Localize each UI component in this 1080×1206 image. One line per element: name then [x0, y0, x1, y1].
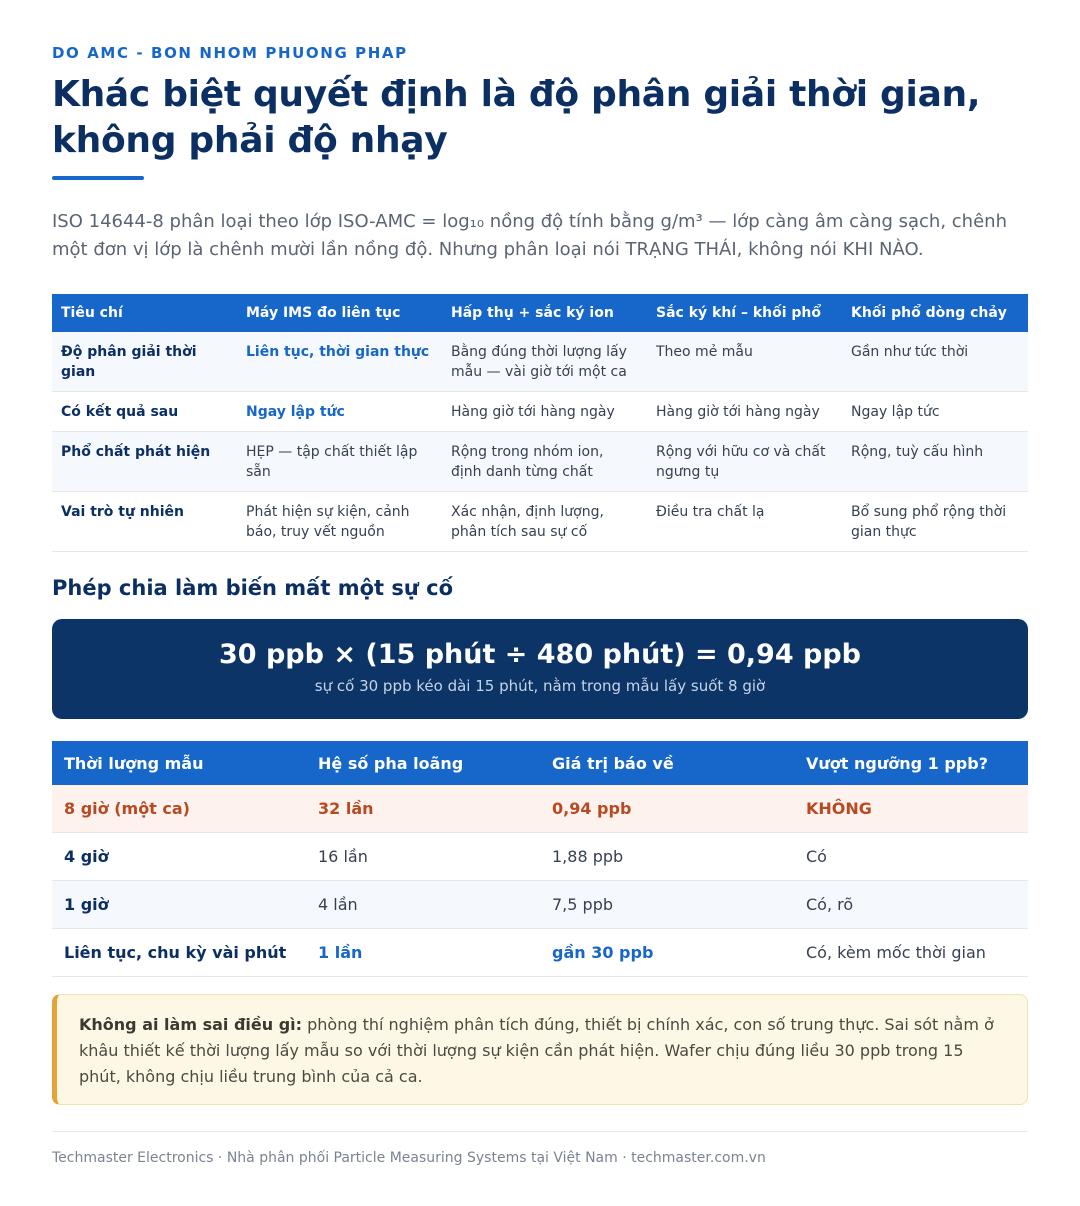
- lead-paragraph: ISO 14644-8 phân loại theo lớp ISO-AMC = log₁₀ nồng độ tính bằng g/m³ — lớp càng âm càng sạch, chênh một đơn vị lớp là chênh mười lần nồng độ. Nhưng phân loại nói TRẠNG THÁI, không nói KHI NÀO.: [52, 211, 1007, 260]
- page-title: Khác biệt quyết định là độ phân giải thời gian, không phải độ nhạy: [52, 74, 981, 161]
- comparison-header-ic: Hấp thụ + sắc ký ion: [442, 294, 647, 332]
- footer: Techmaster Electronics · Nhà phân phối Particle Measuring Systems tại Việt Nam · techmaster.com.vn: [52, 1150, 766, 1166]
- criterion-cell: Độ phân giải thời gian: [52, 332, 237, 392]
- table-cell: Điều tra chất lạ: [647, 492, 842, 552]
- table-row: [52, 833, 1028, 881]
- dilution-header-duration: Thời lượng mẫu: [52, 741, 306, 785]
- comparison-header-row: [52, 294, 1028, 332]
- table-cell: 0,94 ppb: [540, 785, 794, 833]
- comparison-header-criterion: Tiêu chí: [52, 294, 237, 332]
- table-row: [52, 881, 1028, 929]
- table-row: [52, 332, 1028, 392]
- table-cell: Hàng giờ tới hàng ngày: [442, 392, 647, 432]
- eyebrow: DO AMC - BON NHOM PHUONG PHAP: [52, 44, 408, 62]
- table-cell: Có: [794, 833, 1028, 881]
- table-cell: 7,5 ppb: [540, 881, 794, 929]
- footer-divider: [52, 1131, 1028, 1132]
- table-cell: KHÔNG: [794, 785, 1028, 833]
- criterion-cell: Vai trò tự nhiên: [52, 492, 237, 552]
- dilution-header-threshold: Vượt ngưỡng 1 ppb?: [794, 741, 1028, 785]
- table-cell: Liên tục, chu kỳ vài phút: [52, 929, 306, 977]
- table-cell: Gần như tức thời: [842, 332, 1028, 392]
- criterion-cell: Phổ chất phát hiện: [52, 432, 237, 492]
- table-cell: Ngay lập tức: [842, 392, 1028, 432]
- table-row: [52, 929, 1028, 977]
- table-cell: Rộng với hữu cơ và chất ngưng tụ: [647, 432, 842, 492]
- table-cell: Ngay lập tức: [237, 392, 442, 432]
- table-cell: Rộng trong nhóm ion, định danh từng chất: [442, 432, 647, 492]
- table-cell: Bổ sung phổ rộng thời gian thực: [842, 492, 1028, 552]
- section-title: Phép chia làm biến mất một sự cố: [52, 576, 453, 600]
- table-cell: 8 giờ (một ca): [52, 785, 306, 833]
- title-underline: [52, 176, 144, 180]
- comparison-table: [52, 294, 1028, 552]
- table-cell: Hàng giờ tới hàng ngày: [647, 392, 842, 432]
- criterion-cell: Có kết quả sau: [52, 392, 237, 432]
- dilution-table: [52, 741, 1028, 977]
- formula-caption: sự cố 30 ppb kéo dài 15 phút, nằm trong mẫu lấy suốt 8 giờ: [314, 677, 766, 695]
- dilution-header-factor: Hệ số pha loãng: [306, 741, 540, 785]
- note-lead: Không ai làm sai điều gì:: [79, 1015, 303, 1034]
- note-text: phòng thí nghiệm phân tích đúng, thiết bị chính xác, con số trung thực. Sai sót nằm ở khâu thiết kế thời lượng lấy mẫu so với thời lượng sự kiện cần phát hiện. Wafer chịu đúng liều 30 ppb trong 15 phút, không chịu liều trung bình của cả ca.: [79, 1015, 994, 1086]
- comparison-header-gcms: Sắc ký khí – khối phổ: [647, 294, 842, 332]
- table-cell: Rộng, tuỳ cấu hình: [842, 432, 1028, 492]
- formula-box: [52, 619, 1028, 719]
- table-cell: 32 lần: [306, 785, 540, 833]
- table-cell: 1 lần: [306, 929, 540, 977]
- table-row: [52, 392, 1028, 432]
- dilution-header-row: [52, 741, 1028, 785]
- table-cell: 16 lần: [306, 833, 540, 881]
- table-cell: gần 30 ppb: [540, 929, 794, 977]
- table-cell: Có, kèm mốc thời gian: [794, 929, 1028, 977]
- table-cell: Có, rõ: [794, 881, 1028, 929]
- formula-expression: 30 ppb × (15 phút ÷ 480 phút) = 0,94 ppb: [219, 639, 861, 670]
- table-cell: Phát hiện sự kiện, cảnh báo, truy vết nguồn: [237, 492, 442, 552]
- table-cell: Bằng đúng thời lượng lấy mẫu — vài giờ tới một ca: [442, 332, 647, 392]
- table-cell: 4 giờ: [52, 833, 306, 881]
- table-row: [52, 492, 1028, 552]
- table-cell: Xác nhận, định lượng, phân tích sau sự cố: [442, 492, 647, 552]
- table-cell: 1,88 ppb: [540, 833, 794, 881]
- table-cell: Liên tục, thời gian thực: [237, 332, 442, 392]
- table-cell: HẸP — tập chất thiết lập sẵn: [237, 432, 442, 492]
- comparison-header-flow-ms: Khối phổ dòng chảy: [842, 294, 1028, 332]
- table-cell: Theo mẻ mẫu: [647, 332, 842, 392]
- table-cell: 4 lần: [306, 881, 540, 929]
- table-row: [52, 785, 1028, 833]
- dilution-header-reported: Giá trị báo về: [540, 741, 794, 785]
- table-row: [52, 432, 1028, 492]
- table-cell: 1 giờ: [52, 881, 306, 929]
- comparison-header-ims: Máy IMS đo liên tục: [237, 294, 442, 332]
- callout-note: [52, 994, 1028, 1105]
